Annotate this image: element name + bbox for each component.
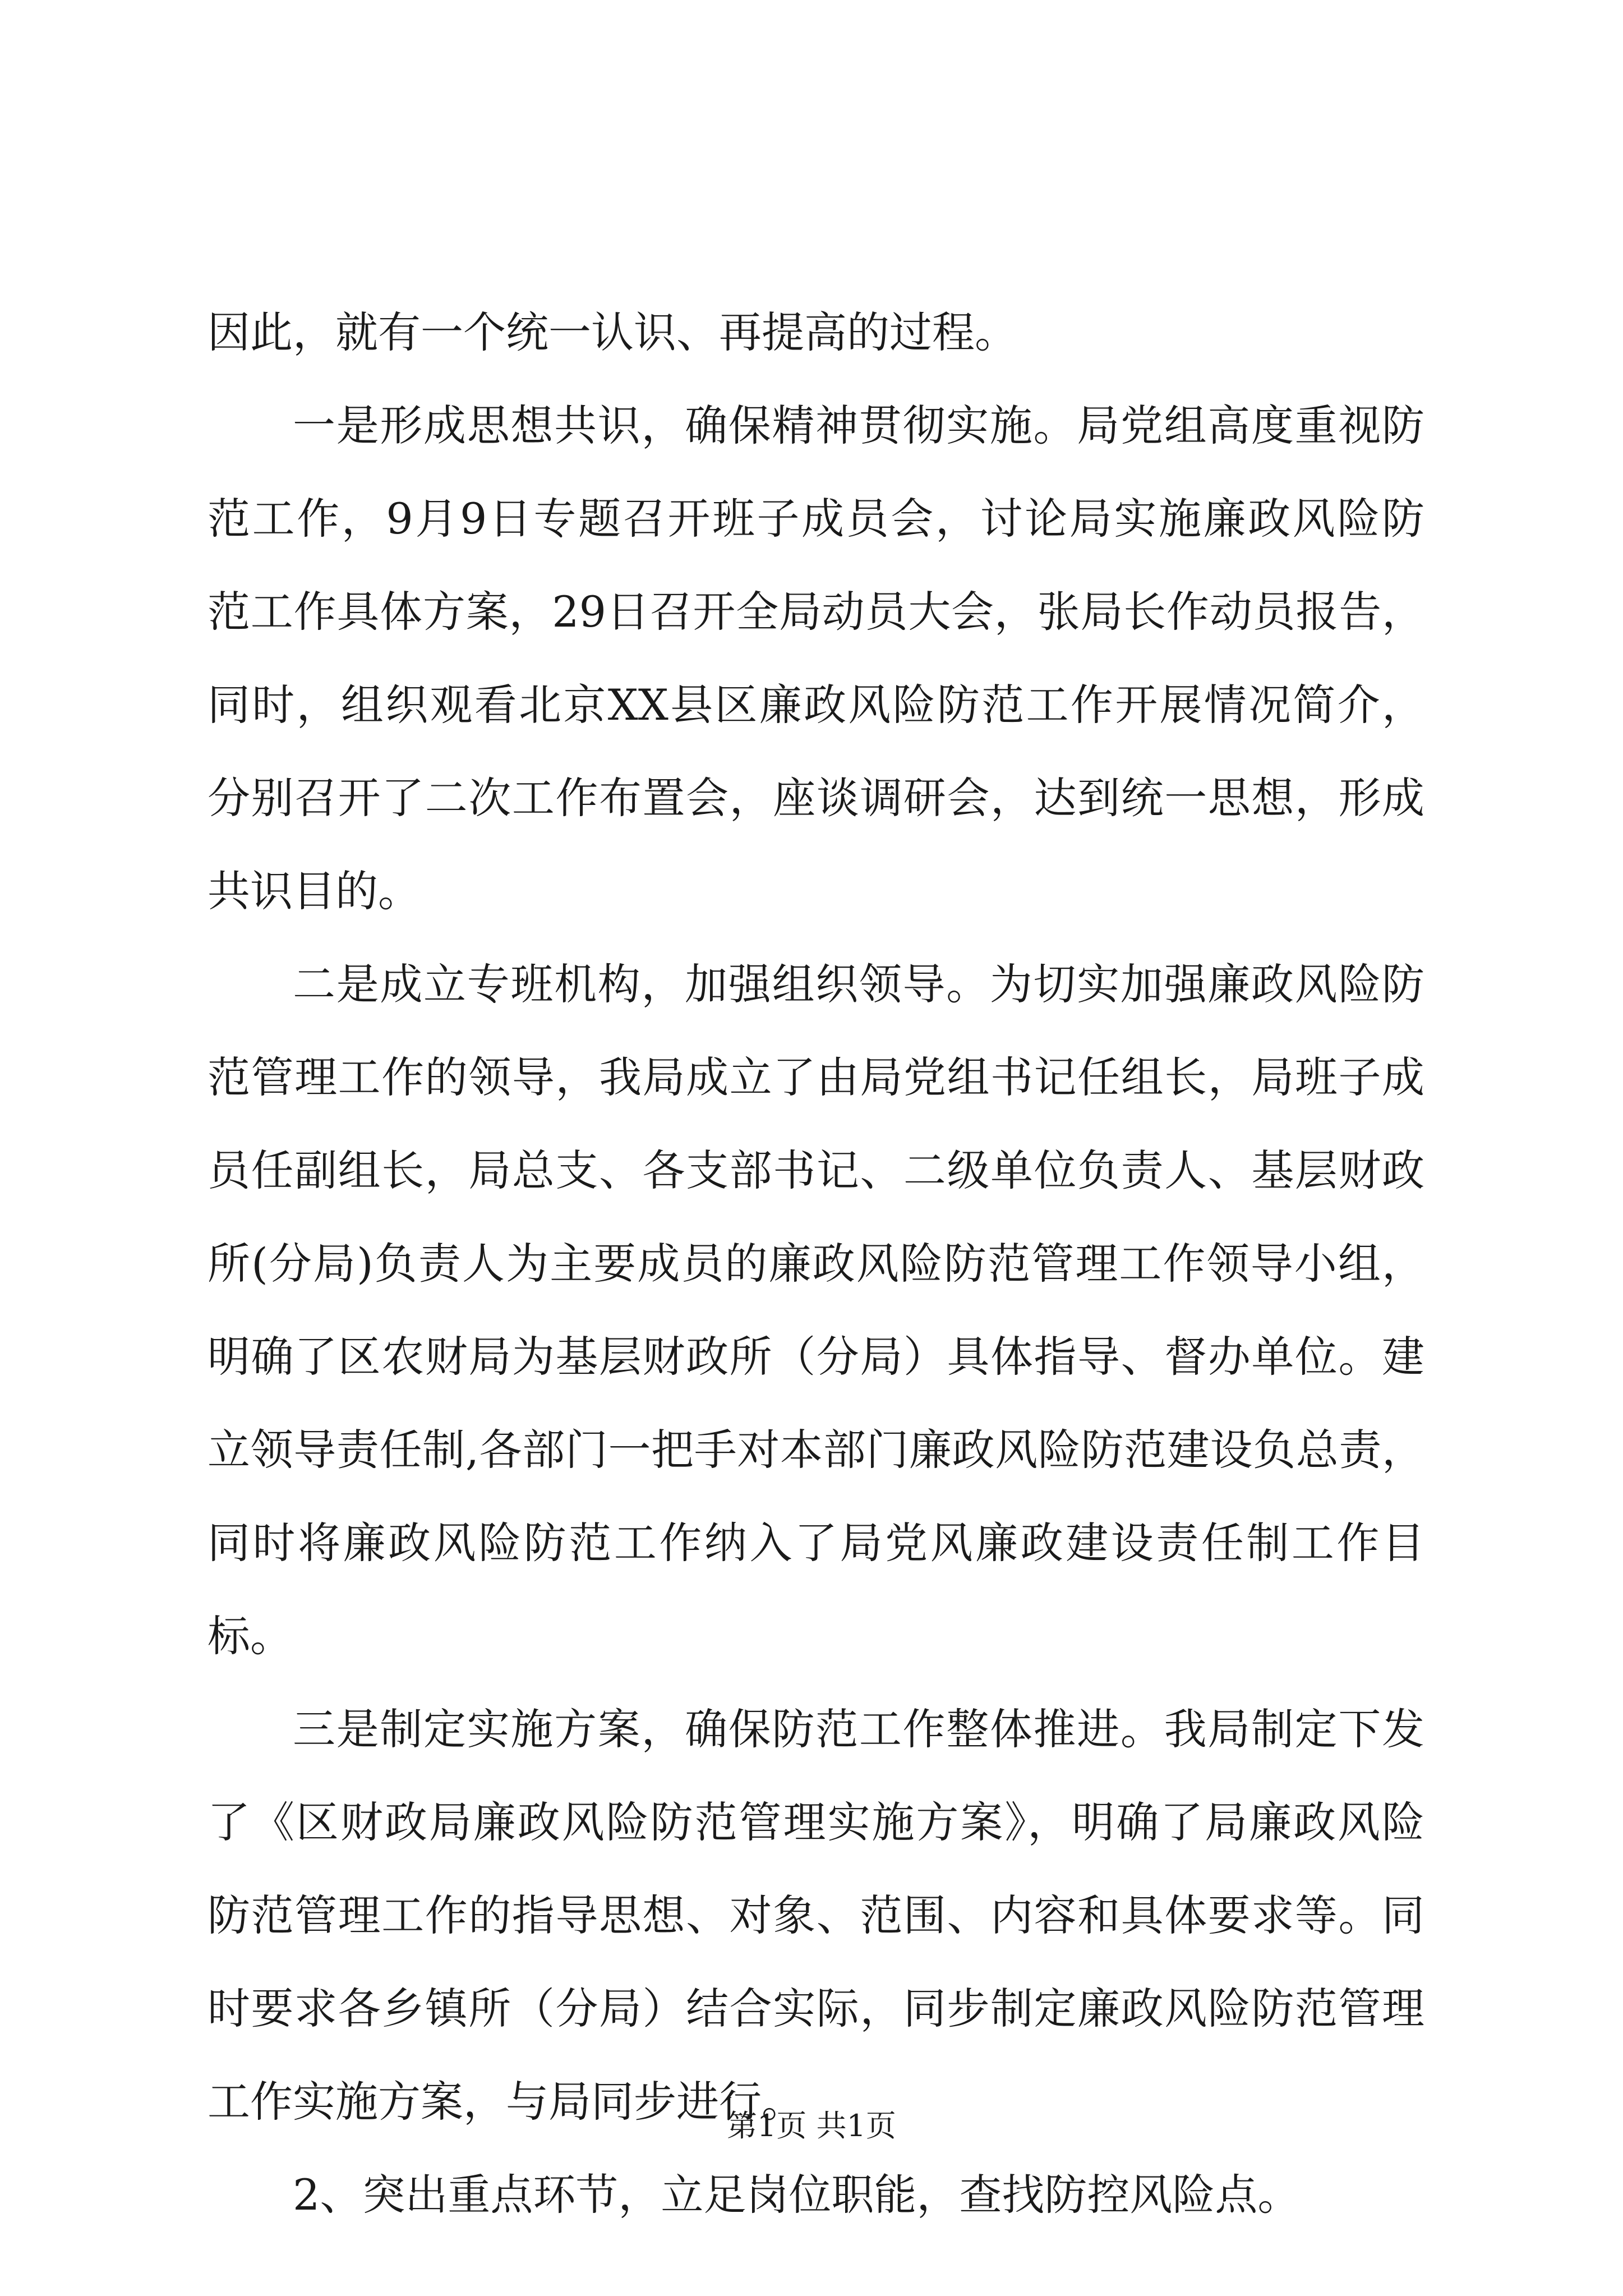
text-line: 防范管理工作的指导思想、对象、范围、内容和具体要求等。同 <box>208 1890 1424 1940</box>
text-line: 共识目的。 <box>208 866 421 916</box>
text-line: 时要求各乡镇所（分局）结合实际，同步制定廉政风险防范管理 <box>208 1984 1424 2033</box>
text-line: 二是成立专班机构，加强组织领导。为切实加强廉政风险防 <box>293 959 1424 1009</box>
text-line: 明确了区农财局为基层财政所（分局）具体指导、督办单位。建 <box>208 1332 1424 1382</box>
text-line: 所(分局)负责人为主要成员的廉政风险防范管理工作领导小组， <box>208 1239 1424 1289</box>
text-line: 工作实施方案，与局同步进行。 <box>208 2077 804 2127</box>
text-line: 了《区财政局廉政风险防范管理实施方案》，明确了局廉政风险 <box>208 1797 1424 1847</box>
text-line: 同时将廉政风险防范工作纳入了局党风廉政建设责任制工作目 <box>208 1518 1424 1568</box>
text-line: 立领导责任制,各部门一把手对本部门廉政风险防范建设负总责， <box>208 1425 1424 1475</box>
document-body <box>208 286 1424 2242</box>
text-line: 范管理工作的领导，我局成立了由局党组书记任组长，局班子成 <box>208 1052 1424 1102</box>
text-line: 一是形成思想共识，确保精神贯彻实施。局党组高度重视防 <box>293 401 1424 450</box>
text-line: 范工作具体方案，29日召开全局动员大会，张局长作动员报告， <box>208 587 1424 637</box>
text-line: 标。 <box>208 1611 293 1661</box>
page-footer: 第1页 共1页 <box>727 2108 896 2143</box>
text-line: 2、突出重点环节，立足岗位职能，查找防控风险点。 <box>293 2170 1301 2220</box>
text-line: 因此，就有一个统一认识、再提高的过程。 <box>208 307 1017 357</box>
text-line: 分别召开了二次工作布置会，座谈调研会，达到统一思想，形成 <box>208 773 1424 823</box>
text-line: 同时，组织观看北京XX县区廉政风险防范工作开展情况简介， <box>208 680 1424 730</box>
text-line: 三是制定实施方案，确保防范工作整体推进。我局制定下发 <box>293 1704 1424 1754</box>
text-line: 范工作，9月9日专题召开班子成员会，讨论局实施廉政风险防 <box>208 494 1424 544</box>
text-line: 员任副组长，局总支、各支部书记、二级单位负责人、基层财政 <box>208 1145 1424 1195</box>
